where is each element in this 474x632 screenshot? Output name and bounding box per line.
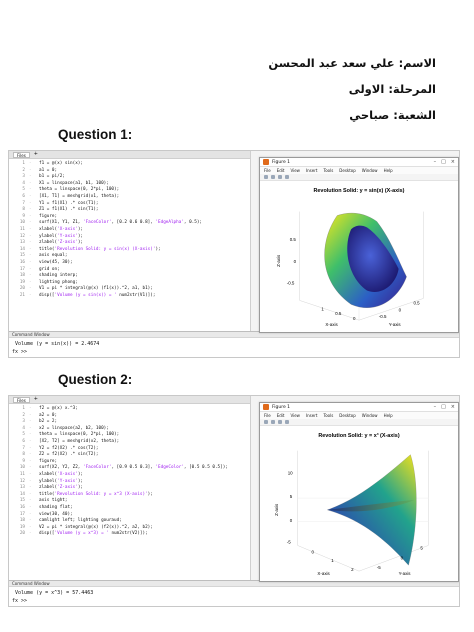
line-number: 18 — [19, 518, 25, 524]
gutter-marker[interactable]: - — [29, 167, 32, 173]
add-tab-icon[interactable]: + — [33, 396, 38, 402]
maximize-icon[interactable]: □ — [441, 159, 446, 165]
line-number: 8 — [22, 452, 25, 458]
z-axis-label: Z-axis — [273, 503, 279, 516]
line-number: 10 — [19, 465, 25, 471]
code-line[interactable] — [9, 227, 250, 234]
student-stage: المرحلة: الاولى — [348, 82, 436, 96]
z-tick: 5 — [289, 494, 293, 500]
gutter-marker[interactable]: - — [29, 180, 32, 186]
matlab-screenshot-2 — [8, 395, 460, 607]
gutter-marker[interactable]: - — [29, 445, 32, 451]
line-number: 20 — [19, 531, 25, 537]
x-tick: 0.5 — [335, 311, 342, 317]
code-text: [X2, T2] = meshgrid(x2, theta); — [39, 438, 120, 444]
z-axis-label: Z-axis — [275, 254, 281, 267]
new-figure-icon[interactable] — [264, 175, 268, 179]
line-number: 14 — [19, 246, 25, 252]
gutter-marker[interactable]: - — [29, 200, 32, 206]
line-number: 20 — [19, 286, 25, 292]
code-line[interactable] — [9, 439, 250, 446]
code-text: axis equal; — [39, 253, 68, 259]
line-number: 10 — [19, 220, 25, 226]
figure-toolbar — [260, 174, 458, 181]
code-line[interactable] — [9, 174, 250, 181]
menu-item-file[interactable]: File — [264, 168, 271, 173]
close-icon[interactable]: × — [450, 159, 455, 165]
gutter-marker[interactable]: - — [29, 524, 32, 530]
code-text: xlabel('X-axis'); — [39, 226, 83, 232]
gutter-marker[interactable]: - — [29, 478, 32, 484]
command-output: Volume (y = x^3) = 57.4463 — [15, 590, 94, 596]
gutter-marker[interactable]: - — [29, 531, 32, 537]
code-line[interactable] — [9, 286, 250, 293]
code-line[interactable] — [9, 498, 250, 505]
code-line[interactable] — [9, 472, 250, 479]
save-icon[interactable] — [278, 175, 282, 179]
code-text: shading flat; — [39, 504, 73, 510]
line-number: 6 — [22, 193, 25, 199]
code-text: Z1 = f1(X1) .* sin(T1); — [39, 207, 99, 213]
gutter-marker[interactable]: - — [29, 465, 32, 471]
code-line[interactable] — [9, 240, 250, 247]
code-text: ylabel('Y-axis'); — [39, 233, 83, 239]
code-text: disp(['Volume (y = x^3) = ' num2str(V2)]); — [39, 531, 148, 537]
code-line[interactable] — [9, 161, 250, 168]
gutter-marker[interactable]: - — [29, 292, 32, 298]
code-text: camlight left; lighting gouraud; — [39, 518, 122, 524]
line-number: 9 — [22, 213, 25, 219]
code-text: figure; — [39, 458, 58, 464]
line-number: 5 — [22, 432, 25, 438]
code-text: zlabel('Z-axis'); — [39, 485, 83, 491]
menu-item-view[interactable]: View — [290, 413, 300, 418]
figure-menubar — [260, 167, 458, 174]
new-figure-icon[interactable] — [264, 420, 268, 424]
x-tick: 0 — [353, 316, 356, 322]
code-text: f1 = @(x) sin(x); — [39, 161, 83, 166]
matlab-logo-icon — [263, 404, 269, 410]
code-text: shading interp; — [39, 273, 78, 279]
close-icon[interactable]: × — [450, 404, 455, 410]
code-line[interactable] — [9, 220, 250, 227]
gutter-marker[interactable]: - — [29, 432, 32, 438]
gutter-marker[interactable]: - — [29, 161, 32, 166]
code-text: view(45, 30); — [39, 259, 73, 265]
line-number: 16 — [19, 259, 25, 265]
line-number: 2 — [22, 412, 25, 418]
menu-item-help[interactable]: Help — [383, 413, 393, 418]
gutter-marker[interactable]: - — [29, 286, 32, 292]
menu-item-edit[interactable]: Edit — [276, 168, 285, 173]
code-text: Y2 = f2(X2) .* cos(T2); — [39, 445, 99, 451]
code-line[interactable] — [9, 187, 250, 194]
menu-item-insert[interactable]: Insert — [305, 413, 318, 418]
line-number: 15 — [19, 253, 25, 259]
code-text: Y1 = f1(X1) .* cos(T1); — [39, 200, 99, 206]
y-tick: -0.5 — [378, 314, 387, 320]
code-text: title('Revolution Solid: y = x^3 (X-axis)'); — [39, 491, 153, 497]
code-text: b2 = 2; — [39, 419, 58, 425]
line-number: 11 — [19, 226, 25, 232]
code-text: view(30, 40); — [39, 511, 73, 517]
menu-item-help[interactable]: Help — [383, 168, 393, 173]
code-lines — [9, 404, 250, 538]
matlab-screenshot-1 — [8, 150, 460, 358]
code-text: figure; — [39, 213, 58, 219]
line-number: 19 — [19, 524, 25, 530]
line-number: 13 — [19, 485, 25, 491]
code-text: disp(['Volume (y = sin(x)) = ' num2str(V1)]); — [39, 292, 156, 298]
code-text: f2 = @(x) x.^3; — [39, 406, 78, 411]
x-tick: 2 — [351, 567, 354, 573]
plot-title: Revolution Solid: y = x³ (X-axis) — [318, 432, 400, 439]
gutter-marker[interactable]: - — [29, 187, 32, 193]
student-info — [196, 56, 436, 134]
gutter-marker[interactable]: - — [29, 259, 32, 265]
gutter-marker[interactable]: - — [29, 458, 32, 464]
z-tick: 0 — [293, 258, 297, 264]
line-number: 18 — [19, 273, 25, 279]
gutter-marker[interactable]: - — [29, 174, 32, 180]
matlab-logo-icon — [263, 159, 269, 165]
open-icon[interactable] — [271, 175, 275, 179]
code-text: a1 = 0; — [39, 167, 58, 173]
code-text: axis tight; — [39, 498, 68, 504]
line-number: 16 — [19, 504, 25, 510]
editor-tabbar — [9, 151, 250, 159]
x-axis-label: X-axis — [317, 571, 330, 577]
code-line[interactable] — [9, 419, 250, 426]
menu-item-desktop[interactable]: Desktop — [339, 168, 356, 173]
figure-toolbar — [260, 419, 458, 426]
code-editor[interactable] — [9, 396, 251, 582]
y-tick: 0.5 — [413, 300, 420, 306]
menu-item-window[interactable]: Window — [361, 413, 378, 418]
code-text: b1 = pi/2; — [39, 174, 65, 180]
y-axis-label: Y-axis — [398, 571, 411, 577]
gutter-marker[interactable]: - — [29, 471, 32, 477]
y-tick: 0 — [398, 307, 402, 313]
gutter-marker[interactable]: - — [29, 425, 32, 431]
y-axis-label: Y-axis — [388, 322, 401, 328]
minimize-icon[interactable]: – — [433, 404, 437, 410]
x-axis-label: X-axis — [325, 322, 338, 328]
code-lines — [9, 159, 250, 299]
student-name: الاسم: علي سعد عبد المحسن — [268, 56, 436, 70]
command-prompt[interactable]: fx >> — [12, 349, 28, 355]
code-text: X1 = linspace(a1, b1, 100); — [39, 180, 109, 186]
gutter-marker[interactable]: - — [29, 246, 32, 252]
code-line[interactable] — [9, 260, 250, 267]
gutter-marker[interactable]: - — [29, 518, 32, 524]
line-number: 12 — [19, 233, 25, 239]
line-number: 14 — [19, 491, 25, 497]
z-tick: -5 — [286, 539, 291, 545]
gutter-marker[interactable]: - — [29, 193, 32, 199]
code-line[interactable] — [9, 432, 250, 439]
editor-tab[interactable]: Files — [13, 397, 30, 403]
y-tick: 0 — [400, 555, 404, 561]
z-tick: 0 — [289, 517, 293, 523]
code-line[interactable] — [9, 293, 250, 300]
menu-item-file[interactable]: File — [264, 413, 271, 418]
gutter-marker[interactable]: - — [29, 452, 32, 458]
surface-plot-2 — [260, 427, 458, 581]
gutter-marker[interactable]: - — [29, 207, 32, 213]
plot-area[interactable] — [260, 182, 458, 332]
question-2-title: Question 2: — [58, 372, 133, 387]
figure-titlebar — [260, 403, 458, 412]
code-text: [X1, T1] = meshgrid(x1, theta); — [39, 193, 120, 199]
line-number: 7 — [22, 200, 25, 206]
gutter-marker[interactable]: - — [29, 406, 32, 411]
z-tick: 0.5 — [289, 237, 296, 243]
line-number: 21 — [19, 292, 25, 298]
figure-window-title: Figure 1 — [272, 159, 291, 165]
gutter-marker[interactable]: - — [29, 511, 32, 517]
student-branch: الشعبة: صباحي — [349, 108, 436, 122]
command-output: Volume (y = sin(x)) = 2.4674 — [15, 341, 100, 347]
code-text: lighting phong; — [39, 279, 78, 285]
print-icon[interactable] — [285, 420, 289, 424]
code-text: ylabel('Y-axis'); — [39, 478, 83, 484]
command-window-label: Command Window — [9, 581, 459, 587]
line-number: 5 — [22, 187, 25, 193]
gutter-marker[interactable]: - — [29, 273, 32, 279]
z-tick: 10 — [287, 470, 293, 476]
code-text: surf(X2, Y2, Z2, 'FaceColor', [0.9 0.5 0.3], 'EdgeColor', [0.5 0.5 0.5]); — [39, 465, 228, 471]
line-number: 19 — [19, 279, 25, 285]
line-number: 13 — [19, 240, 25, 246]
question-1-title: Question 1: — [58, 127, 133, 142]
line-number: 17 — [19, 511, 25, 517]
line-number: 2 — [22, 167, 25, 173]
gutter-marker[interactable]: - — [29, 419, 32, 425]
y-tick: 5 — [420, 545, 423, 551]
gutter-marker[interactable]: - — [29, 233, 32, 239]
gutter-marker[interactable]: - — [29, 485, 32, 491]
command-prompt[interactable]: fx >> — [12, 598, 28, 604]
menu-item-edit[interactable]: Edit — [276, 413, 285, 418]
gutter-marker[interactable]: - — [29, 220, 32, 226]
gutter-marker[interactable]: - — [29, 266, 32, 272]
code-line[interactable] — [9, 505, 250, 512]
x-tick: 1 — [321, 306, 324, 312]
code-editor[interactable] — [9, 151, 251, 333]
line-number: 6 — [22, 438, 25, 444]
line-number: 3 — [22, 174, 25, 180]
line-number: 7 — [22, 445, 25, 451]
code-text: surf(X1, Y1, Z1, 'FaceColor', [0.2 0.6 0.8], 'EdgeAlpha', 0.5); — [39, 220, 203, 226]
figure-window[interactable] — [259, 157, 459, 333]
code-text: V2 = pi * integral(@(x) (f2(x)).^2, a2, b2); — [39, 524, 153, 530]
code-line[interactable] — [9, 406, 250, 413]
save-icon[interactable] — [278, 420, 282, 424]
gutter-marker[interactable]: - — [29, 491, 32, 497]
menu-item-view[interactable]: View — [290, 168, 300, 173]
code-line[interactable] — [9, 273, 250, 280]
gutter-marker[interactable]: - — [29, 438, 32, 444]
code-line[interactable] — [9, 465, 250, 472]
line-number: 15 — [19, 498, 25, 504]
gutter-marker[interactable]: - — [29, 226, 32, 232]
line-number: 1 — [22, 406, 25, 411]
gutter-marker[interactable]: - — [29, 504, 32, 510]
code-line[interactable] — [9, 253, 250, 260]
menu-item-insert[interactable]: Insert — [305, 168, 318, 173]
figure-window-title: Figure 1 — [272, 404, 291, 410]
gutter-marker[interactable]: - — [29, 240, 32, 246]
command-window[interactable] — [9, 331, 459, 357]
menu-item-tools[interactable]: Tools — [323, 413, 334, 418]
line-number: 4 — [22, 180, 25, 186]
code-text: grid on; — [39, 266, 60, 272]
code-text: x2 = linspace(a2, b2, 100); — [39, 425, 109, 431]
command-window-label: Command Window — [9, 332, 459, 338]
gutter-marker[interactable]: - — [29, 498, 32, 504]
editor-tabbar — [9, 396, 250, 404]
code-line[interactable] — [9, 518, 250, 525]
code-line[interactable] — [9, 485, 250, 492]
code-line[interactable] — [9, 531, 250, 538]
plot-area[interactable] — [260, 427, 458, 581]
minimize-icon[interactable]: – — [433, 159, 437, 165]
code-text: theta = linspace(0, 2*pi, 100); — [39, 187, 120, 193]
y-tick: -5 — [376, 565, 381, 571]
code-text: title('Revolution Solid: y = sin(x) (X-axis)'); — [39, 246, 161, 252]
line-number: 9 — [22, 458, 25, 464]
code-line[interactable] — [9, 194, 250, 201]
code-text: V1 = pi * integral(@(x) (f1(x)).^2, a1, b1); — [39, 286, 153, 292]
line-number: 11 — [19, 471, 25, 477]
line-number: 8 — [22, 207, 25, 213]
gutter-marker[interactable]: - — [29, 213, 32, 219]
line-number: 1 — [22, 161, 25, 166]
gutter-marker[interactable]: - — [29, 279, 32, 285]
print-icon[interactable] — [285, 175, 289, 179]
open-icon[interactable] — [271, 420, 275, 424]
line-number: 3 — [22, 419, 25, 425]
code-text: zlabel('Z-axis'); — [39, 240, 83, 246]
command-window[interactable] — [9, 580, 459, 606]
figure-window[interactable] — [259, 402, 459, 582]
figure-titlebar — [260, 158, 458, 167]
menu-item-tools[interactable]: Tools — [323, 168, 334, 173]
line-number: 17 — [19, 266, 25, 272]
editor-tab[interactable]: Files — [13, 152, 30, 158]
menu-item-desktop[interactable]: Desktop — [339, 413, 356, 418]
line-number: 4 — [22, 425, 25, 431]
code-text: theta = linspace(0, 2*pi, 100); — [39, 432, 120, 438]
line-number: 12 — [19, 478, 25, 484]
code-text: xlabel('X-axis'); — [39, 471, 83, 477]
x-tick: 1 — [331, 558, 334, 564]
figure-menubar — [260, 412, 458, 419]
gutter-marker[interactable]: - — [29, 412, 32, 418]
maximize-icon[interactable]: □ — [441, 404, 446, 410]
code-line[interactable] — [9, 452, 250, 459]
surface-plot-1 — [260, 182, 458, 332]
code-text: Z2 = f2(X2) .* sin(T2); — [39, 452, 99, 458]
code-text: a2 = 0; — [39, 412, 58, 418]
z-tick: -0.5 — [286, 280, 295, 286]
code-line[interactable] — [9, 207, 250, 214]
gutter-marker[interactable]: - — [29, 253, 32, 259]
add-tab-icon[interactable]: + — [33, 151, 38, 157]
menu-item-window[interactable]: Window — [361, 168, 378, 173]
plot-title: Revolution Solid: y = sin(x) (X-axis) — [313, 187, 405, 194]
x-tick: 0 — [311, 549, 314, 555]
